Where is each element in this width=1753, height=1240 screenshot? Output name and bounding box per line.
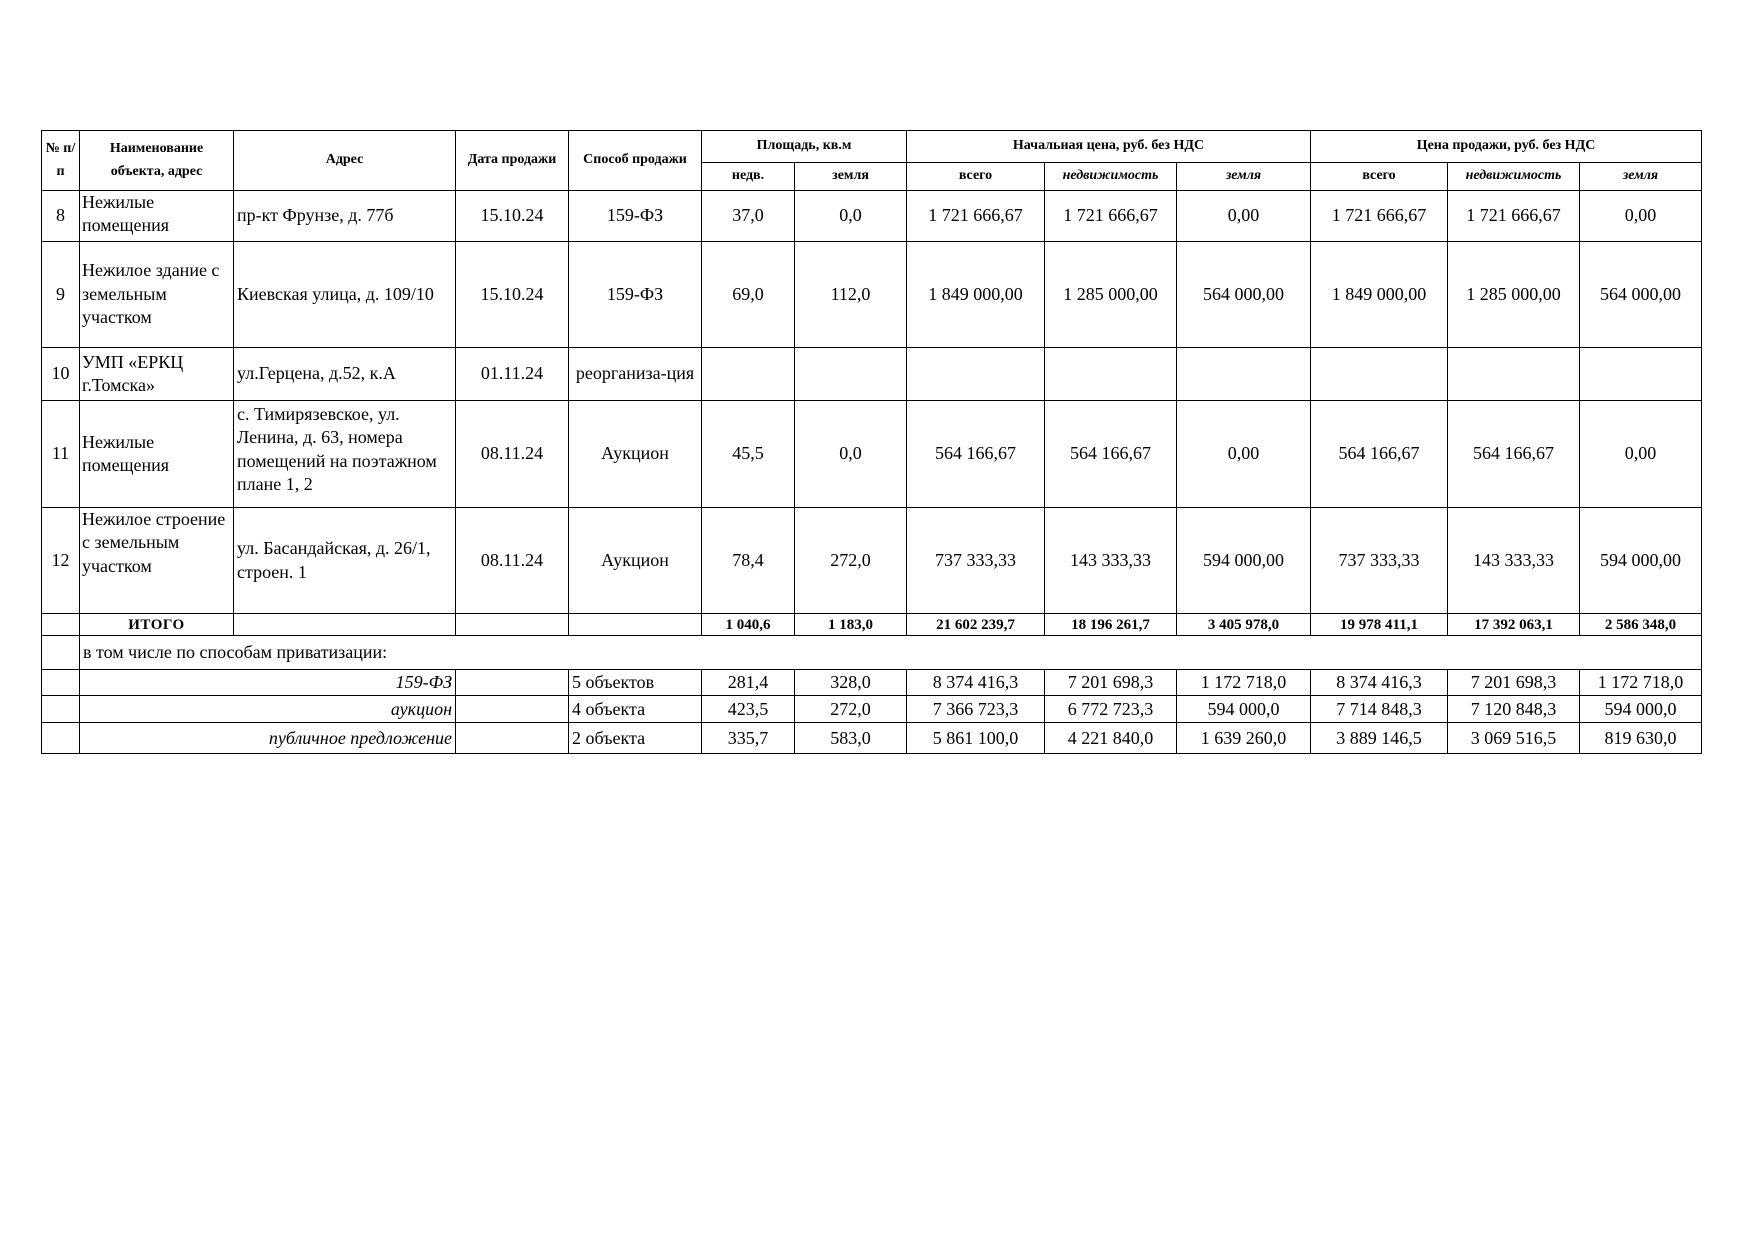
breakdown-sale-total: 7 714 848,3 [1311, 696, 1448, 723]
row-area-land [795, 348, 907, 401]
row-method: реорганиза-ция [569, 348, 702, 401]
breakdown-area-building: 335,7 [702, 723, 795, 754]
row-name: УМП «ЕРКЦ г.Томска» [80, 348, 234, 401]
row-initial-land: 594 000,00 [1177, 508, 1311, 614]
total-initial-total: 21 602 239,7 [907, 614, 1045, 636]
header-initial-price: Начальная цена, руб. без НДС [907, 131, 1311, 163]
row-initial-total: 737 333,33 [907, 508, 1045, 614]
row-sale-total: 564 166,67 [1311, 401, 1448, 508]
breakdown-initial-property: 7 201 698,3 [1045, 670, 1177, 696]
row-address: Киевская улица, д. 109/10 [234, 242, 456, 348]
breakdown-sale-land: 819 630,0 [1580, 723, 1702, 754]
row-name: Нежилое строение с земельным участком [80, 508, 234, 614]
total-label: ИТОГО [80, 614, 234, 636]
breakdown-initial-property: 4 221 840,0 [1045, 723, 1177, 754]
row-address: пр-кт Фрунзе, д. 77б [234, 191, 456, 242]
breakdown-count: 5 объектов [569, 670, 702, 696]
row-sale-property: 1 285 000,00 [1448, 242, 1580, 348]
row-initial-land: 0,00 [1177, 191, 1311, 242]
breakdown-intro: в том числе по способам приватизации: [80, 636, 569, 670]
breakdown-row [42, 670, 1702, 696]
header-area-building: недв. [702, 163, 795, 191]
header-sale-total: всего [1311, 163, 1448, 191]
row-initial-total [907, 348, 1045, 401]
breakdown-sale-land: 594 000,0 [1580, 696, 1702, 723]
row-address: ул. Басандайская, д. 26/1, строен. 1 [234, 508, 456, 614]
row-area-land: 0,0 [795, 191, 907, 242]
row-initial-property [1045, 348, 1177, 401]
total-row [42, 614, 1702, 636]
table-row [42, 191, 1702, 242]
row-sale-land: 564 000,00 [1580, 242, 1702, 348]
row-sale-total: 737 333,33 [1311, 508, 1448, 614]
table-row [42, 242, 1702, 348]
total-initial-property: 18 196 261,7 [1045, 614, 1177, 636]
header-sale-price: Цена продажи, руб. без НДС [1311, 131, 1702, 163]
row-area-building: 78,4 [702, 508, 795, 614]
row-initial-land: 564 000,00 [1177, 242, 1311, 348]
breakdown-sale-property: 7 201 698,3 [1448, 670, 1580, 696]
row-num: 12 [42, 508, 80, 614]
total-sale-property: 17 392 063,1 [1448, 614, 1580, 636]
header-area-land: земля [795, 163, 907, 191]
table-row [42, 508, 1702, 614]
row-date: 01.11.24 [456, 348, 569, 401]
row-method: Аукцион [569, 401, 702, 508]
breakdown-area-land: 328,0 [795, 670, 907, 696]
breakdown-sale-total: 3 889 146,5 [1311, 723, 1448, 754]
breakdown-initial-total: 5 861 100,0 [907, 723, 1045, 754]
row-num: 9 [42, 242, 80, 348]
row-sale-property [1448, 348, 1580, 401]
row-sale-land: 0,00 [1580, 191, 1702, 242]
row-initial-land: 0,00 [1177, 401, 1311, 508]
row-initial-property: 564 166,67 [1045, 401, 1177, 508]
breakdown-sale-property: 7 120 848,3 [1448, 696, 1580, 723]
row-num: 10 [42, 348, 80, 401]
breakdown-area-building: 281,4 [702, 670, 795, 696]
row-date: 08.11.24 [456, 401, 569, 508]
breakdown-count: 4 объекта [569, 696, 702, 723]
breakdown-method: аукцион [80, 696, 456, 723]
breakdown-sale-land: 1 172 718,0 [1580, 670, 1702, 696]
header-name: Наименование объекта, адрес [80, 131, 234, 191]
row-area-building: 69,0 [702, 242, 795, 348]
privatization-table [41, 130, 1702, 754]
row-area-building: 37,0 [702, 191, 795, 242]
breakdown-initial-property: 6 772 723,3 [1045, 696, 1177, 723]
row-area-building [702, 348, 795, 401]
header-date: Дата продажи [456, 131, 569, 191]
row-initial-property: 143 333,33 [1045, 508, 1177, 614]
breakdown-area-land: 583,0 [795, 723, 907, 754]
row-name: Нежилые помещения [80, 401, 234, 508]
row-sale-land: 594 000,00 [1580, 508, 1702, 614]
table-row [42, 401, 1702, 508]
row-area-building: 45,5 [702, 401, 795, 508]
header-area: Площадь, кв.м [702, 131, 907, 163]
row-initial-total: 1 721 666,67 [907, 191, 1045, 242]
breakdown-initial-total: 8 374 416,3 [907, 670, 1045, 696]
row-initial-total: 1 849 000,00 [907, 242, 1045, 348]
row-initial-property: 1 721 666,67 [1045, 191, 1177, 242]
row-initial-property: 1 285 000,00 [1045, 242, 1177, 348]
breakdown-method: 159-ФЗ [80, 670, 456, 696]
breakdown-initial-land: 1 639 260,0 [1177, 723, 1311, 754]
header-initial-property: недвижимость [1045, 163, 1177, 191]
header-sale-property: недвижимость [1448, 163, 1580, 191]
row-method: 159-ФЗ [569, 191, 702, 242]
breakdown-row [42, 696, 1702, 723]
header-sale-land: земля [1580, 163, 1702, 191]
row-sale-land [1580, 348, 1702, 401]
row-num: 11 [42, 401, 80, 508]
table-row [42, 348, 1702, 401]
row-method: Аукцион [569, 508, 702, 614]
total-area-building: 1 040,6 [702, 614, 795, 636]
breakdown-initial-land: 594 000,0 [1177, 696, 1311, 723]
row-sale-total [1311, 348, 1448, 401]
row-name: Нежилые помещения [80, 191, 234, 242]
breakdown-sale-property: 3 069 516,5 [1448, 723, 1580, 754]
row-date: 15.10.24 [456, 242, 569, 348]
header-initial-land: земля [1177, 163, 1311, 191]
breakdown-initial-land: 1 172 718,0 [1177, 670, 1311, 696]
breakdown-initial-total: 7 366 723,3 [907, 696, 1045, 723]
row-date: 08.11.24 [456, 508, 569, 614]
header-method: Способ продажи [569, 131, 702, 191]
total-sale-land: 2 586 348,0 [1580, 614, 1702, 636]
row-initial-land [1177, 348, 1311, 401]
row-area-land: 112,0 [795, 242, 907, 348]
row-initial-total: 564 166,67 [907, 401, 1045, 508]
row-date: 15.10.24 [456, 191, 569, 242]
row-sale-total: 1 721 666,67 [1311, 191, 1448, 242]
row-sale-total: 1 849 000,00 [1311, 242, 1448, 348]
breakdown-intro-row [42, 636, 1702, 670]
header-num: № п/п [42, 131, 80, 191]
header-initial-total: всего [907, 163, 1045, 191]
row-method: 159-ФЗ [569, 242, 702, 348]
breakdown-count: 2 объекта [569, 723, 702, 754]
breakdown-row [42, 723, 1702, 754]
total-area-land: 1 183,0 [795, 614, 907, 636]
row-sale-property: 143 333,33 [1448, 508, 1580, 614]
row-num: 8 [42, 191, 80, 242]
row-address: с. Тимирязевское, ул. Ленина, д. 63, номера помещений на поэтажном плане 1, 2 [234, 401, 456, 508]
total-sale-total: 19 978 411,1 [1311, 614, 1448, 636]
row-area-land: 272,0 [795, 508, 907, 614]
row-sale-property: 1 721 666,67 [1448, 191, 1580, 242]
total-initial-land: 3 405 978,0 [1177, 614, 1311, 636]
breakdown-area-building: 423,5 [702, 696, 795, 723]
breakdown-sale-total: 8 374 416,3 [1311, 670, 1448, 696]
row-address: ул.Герцена, д.52, к.А [234, 348, 456, 401]
header-address: Адрес [234, 131, 456, 191]
row-sale-property: 564 166,67 [1448, 401, 1580, 508]
row-area-land: 0,0 [795, 401, 907, 508]
breakdown-method: публичное предложение [80, 723, 456, 754]
breakdown-area-land: 272,0 [795, 696, 907, 723]
row-name: Нежилое здание с земельным участком [80, 242, 234, 348]
row-sale-land: 0,00 [1580, 401, 1702, 508]
